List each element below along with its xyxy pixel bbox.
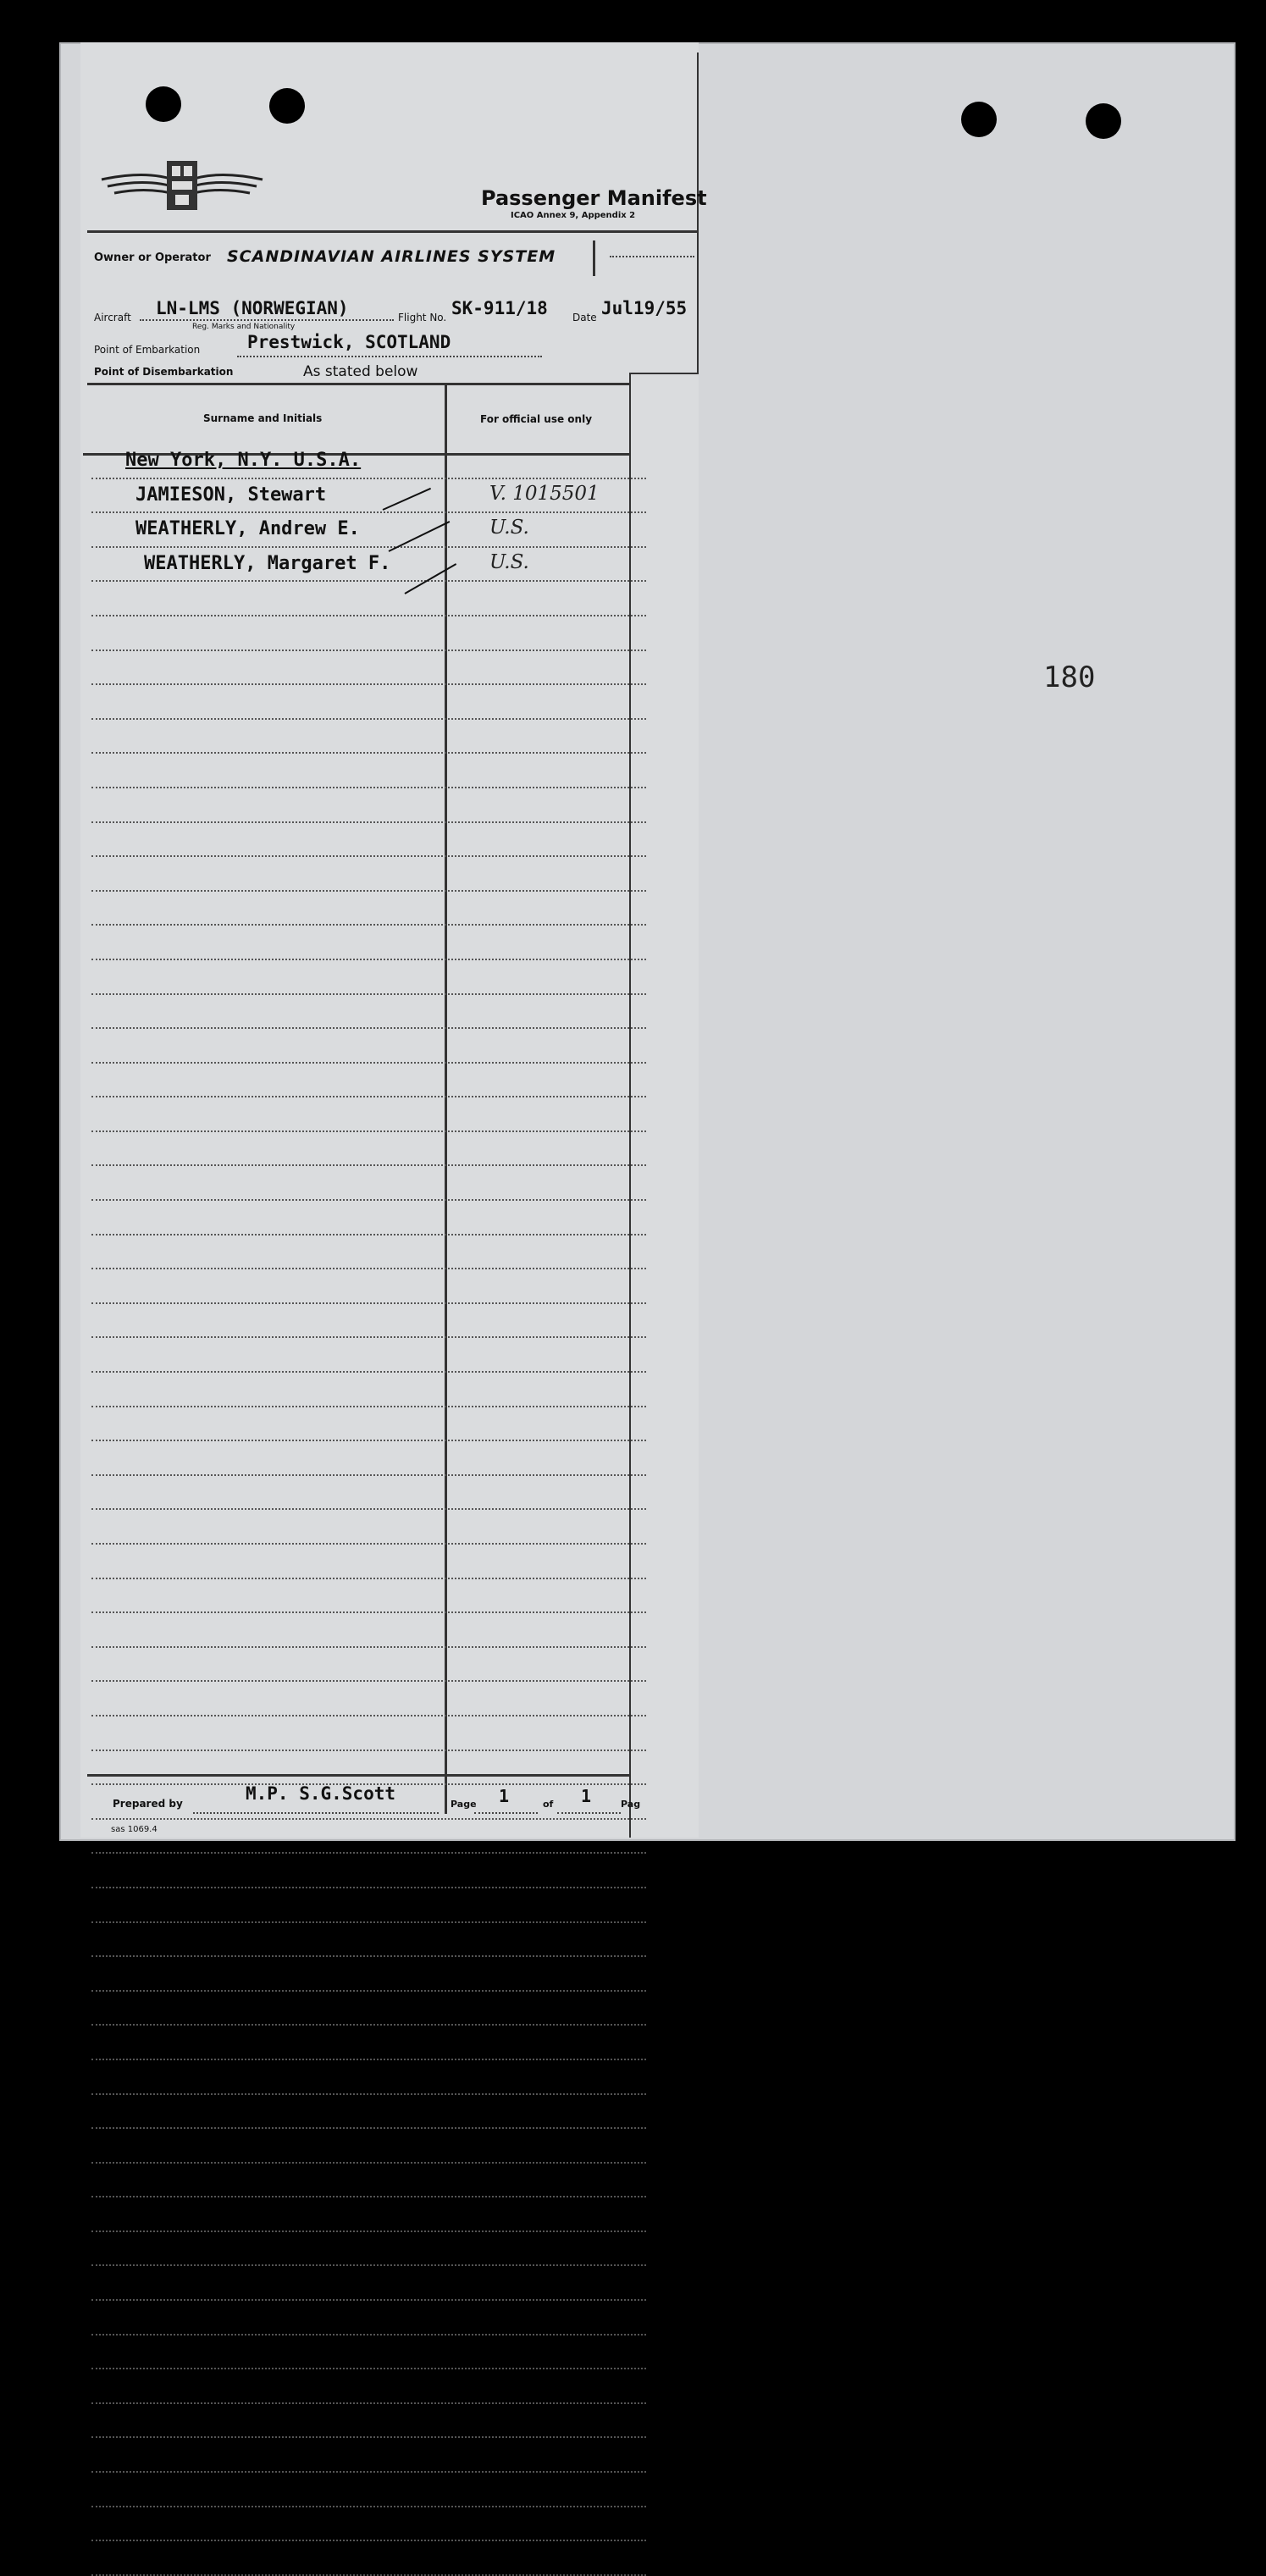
stamp-number: 180	[1043, 661, 1096, 694]
form-title: Passenger Manifest	[481, 186, 707, 210]
punch-hole	[269, 88, 305, 124]
form-subtitle: ICAO Annex 9, Appendix 2	[511, 211, 636, 220]
table-row	[91, 2197, 646, 2232]
table-row	[91, 479, 646, 514]
aircraft-label: Aircraft	[94, 312, 131, 323]
owner-label: Owner or Operator	[94, 252, 211, 264]
prepared-label: Prepared by	[113, 1798, 183, 1810]
table-row	[91, 1441, 646, 1476]
reg-caption: Reg. Marks and Nationality	[192, 323, 296, 331]
table-row	[91, 1269, 646, 1304]
table-row	[91, 1338, 646, 1373]
table-row	[91, 2060, 646, 2095]
footer-rule	[87, 1774, 629, 1777]
table-row	[91, 2541, 646, 2576]
passenger-list	[91, 445, 646, 2576]
table-row	[91, 2369, 646, 2404]
table-row	[91, 2507, 646, 2542]
disembarkation-label: Point of Disembarkation	[94, 366, 234, 378]
col-header-official: For official use only	[480, 413, 593, 425]
table-row	[91, 960, 646, 995]
form-edge-line	[697, 53, 699, 374]
table-row	[91, 1854, 646, 1888]
table-row	[91, 926, 646, 960]
disembarkation-value: As stated below	[303, 363, 418, 380]
embarkation-label: Point of Embarkation	[94, 344, 201, 356]
punch-hole	[146, 86, 181, 122]
flight-label: Flight No.	[398, 312, 447, 323]
table-row	[91, 2404, 646, 2439]
table-row	[91, 1476, 646, 1511]
table-row	[91, 1064, 646, 1098]
col-header-surname: Surname and Initials	[203, 412, 323, 424]
table-row	[91, 1648, 646, 1683]
aircraft-line	[140, 319, 394, 321]
passenger-name: New York, N.Y. U.S.A.	[125, 450, 362, 471]
table-row	[91, 2336, 646, 2370]
punch-hole	[1086, 103, 1121, 139]
passenger-name: JAMIESON, Stewart	[135, 484, 327, 506]
table-row	[91, 1201, 646, 1235]
total-line	[557, 1812, 621, 1814]
table-row	[91, 892, 646, 926]
prepared-line	[193, 1812, 439, 1814]
table-row	[91, 2473, 646, 2507]
punch-hole	[961, 102, 997, 137]
table-row	[91, 857, 646, 892]
official-use-note: U.S.	[489, 517, 529, 539]
owner-blank-line	[610, 256, 694, 257]
table-row	[91, 1166, 646, 1201]
of-label: of	[543, 1799, 554, 1810]
table-row	[91, 685, 646, 720]
page-number: 1	[499, 1786, 510, 1806]
owner-divider	[593, 240, 595, 276]
table-row	[91, 651, 646, 686]
table-row	[91, 1304, 646, 1339]
table-row	[91, 1545, 646, 1579]
table-row	[91, 1957, 646, 1992]
date-value: Jul19/55	[601, 298, 688, 318]
table-row	[91, 2164, 646, 2198]
passenger-name: WEATHERLY, Margaret F.	[144, 552, 391, 574]
table-row	[91, 2438, 646, 2473]
table-row	[91, 2129, 646, 2164]
table-row	[91, 2266, 646, 2301]
form-edge-step	[629, 373, 699, 374]
table-row	[91, 2095, 646, 2130]
table-row	[91, 754, 646, 788]
table-row	[91, 720, 646, 755]
aircraft-value: LN-LMS (NORWEGIAN)	[156, 298, 349, 318]
table-row	[91, 445, 646, 479]
table-row	[91, 788, 646, 823]
table-row	[91, 1407, 646, 1442]
date-label: Date	[572, 312, 597, 323]
page-total: 1	[581, 1786, 592, 1806]
page-line	[474, 1812, 538, 1814]
table-row	[91, 1097, 646, 1132]
table-top-rule	[87, 383, 629, 385]
page-label: Page	[451, 1799, 477, 1810]
table-row	[91, 1132, 646, 1167]
sas-winged-logo	[97, 154, 267, 222]
table-row	[91, 1888, 646, 1923]
table-row	[91, 1682, 646, 1716]
prepared-value: M.P. S.G.Scott	[246, 1783, 396, 1804]
table-row	[91, 1029, 646, 1064]
table-row	[91, 616, 646, 651]
owner-value: SCANDINAVIAN AIRLINES SYSTEM	[227, 247, 556, 266]
table-row	[91, 1373, 646, 1407]
official-use-note: V. 1015501	[489, 482, 600, 505]
table-row	[91, 1510, 646, 1545]
table-row	[91, 1235, 646, 1270]
table-row	[91, 548, 646, 583]
table-row	[91, 2026, 646, 2060]
table-row	[91, 582, 646, 616]
table-row	[91, 1716, 646, 1751]
official-use-note: U.S.	[489, 550, 529, 573]
flight-value: SK-911/18	[451, 298, 548, 318]
table-row	[91, 823, 646, 858]
passenger-name: WEATHERLY, Andrew E.	[135, 518, 360, 540]
header-rule	[87, 230, 699, 233]
page-tail-label: Pag	[621, 1799, 641, 1810]
embarkation-line	[237, 356, 542, 357]
table-row	[91, 1820, 646, 1855]
table-row	[91, 513, 646, 548]
table-row	[91, 1613, 646, 1648]
embarkation-value: Prestwick, SCOTLAND	[247, 332, 451, 352]
table-row	[91, 2301, 646, 2336]
table-row	[91, 2232, 646, 2267]
form-code: sas 1069.4	[111, 1825, 158, 1834]
table-row	[91, 1992, 646, 2026]
table-row	[91, 1923, 646, 1958]
table-row	[91, 1579, 646, 1614]
table-row	[91, 995, 646, 1030]
table-row	[91, 1751, 646, 1786]
